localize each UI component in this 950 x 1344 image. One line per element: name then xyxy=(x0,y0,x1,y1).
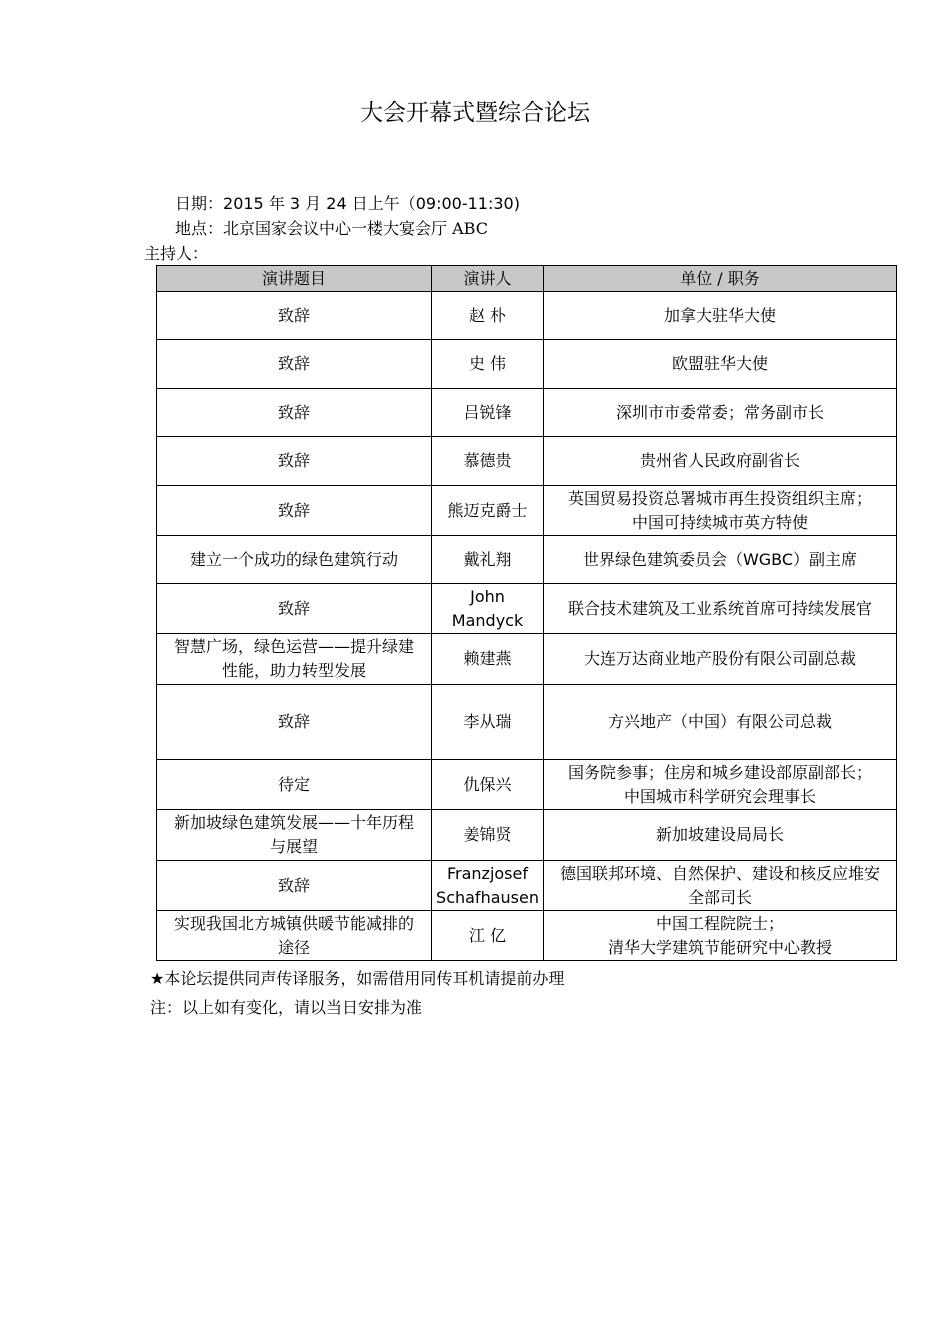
table-row xyxy=(157,911,897,961)
position-cell: 方兴地产（中国）有限公司总裁 xyxy=(544,685,897,760)
table-row xyxy=(157,861,897,911)
topic-cell: 致辞 xyxy=(157,486,432,536)
speaker-cell: 赖建燕 xyxy=(432,634,544,685)
position-cell: 国务院参事；住房和城乡建设部原副部长； 中国城市科学研究会理事长 xyxy=(544,760,897,810)
date-label: 日期： xyxy=(175,194,224,213)
location-hall: ABC xyxy=(452,219,488,238)
table-row xyxy=(157,685,897,760)
topic-cell: 致辞 xyxy=(157,685,432,760)
table-row xyxy=(157,634,897,685)
header-topic: 演讲题目 xyxy=(157,266,432,292)
date-value: 2015 年 3 月 24 日上午（09:00-11:30) xyxy=(223,194,520,213)
table-row xyxy=(157,437,897,486)
speaker-cell: 赵 朴 xyxy=(432,292,544,340)
speaker-cell: 熊迈克爵士 xyxy=(432,486,544,536)
table-body xyxy=(157,292,897,961)
position-cell: 深圳市市委常委；常务副市长 xyxy=(544,389,897,437)
header-speaker: 演讲人 xyxy=(432,266,544,292)
topic-cell: 致辞 xyxy=(157,389,432,437)
position-cell: 大连万达商业地产股份有限公司副总裁 xyxy=(544,634,897,685)
location-label: 地点： xyxy=(175,219,224,238)
agenda-table xyxy=(156,265,897,961)
position-cell: 贵州省人民政府副省长 xyxy=(544,437,897,486)
position-cell: 英国贸易投资总署城市再生投资组织主席； 中国可持续城市英方特使 xyxy=(544,486,897,536)
interpretation-note: ★本论坛提供同声传译服务，如需借用同传耳机请提前办理 xyxy=(150,969,565,988)
table-row xyxy=(157,760,897,810)
table-row xyxy=(157,340,897,389)
speaker-cell: 仇保兴 xyxy=(432,760,544,810)
topic-cell: 实现我国北方城镇供暖节能减排的 途径 xyxy=(157,911,432,961)
host-label: 主持人： xyxy=(144,244,209,263)
topic-cell: 新加坡绿色建筑发展——十年历程 与展望 xyxy=(157,810,432,861)
position-cell: 新加坡建设局局长 xyxy=(544,810,897,861)
position-cell: 德国联邦环境、自然保护、建设和核反应堆安 全部司长 xyxy=(544,861,897,911)
table-row xyxy=(157,486,897,536)
topic-cell: 致辞 xyxy=(157,292,432,340)
position-cell: 中国工程院院士； 清华大学建筑节能研究中心教授 xyxy=(544,911,897,961)
table-row xyxy=(157,292,897,340)
topic-cell: 待定 xyxy=(157,760,432,810)
table-header-row xyxy=(157,266,897,292)
date-line xyxy=(175,192,520,216)
speaker-cell: 吕锐锋 xyxy=(432,389,544,437)
header-position: 单位 / 职务 xyxy=(544,266,897,292)
speaker-cell: 姜锦贤 xyxy=(432,810,544,861)
table-row xyxy=(157,584,897,634)
topic-cell: 智慧广场，绿色运营——提升绿建 性能，助力转型发展 xyxy=(157,634,432,685)
speaker-cell: 史 伟 xyxy=(432,340,544,389)
position-cell: 欧盟驻华大使 xyxy=(544,340,897,389)
page-title: 大会开幕式暨综合论坛 xyxy=(360,100,590,126)
speaker-cell: Franzjosef Schafhausen xyxy=(432,861,544,911)
position-cell: 加拿大驻华大使 xyxy=(544,292,897,340)
position-cell: 世界绿色建筑委员会（WGBC）副主席 xyxy=(544,536,897,584)
speaker-cell: 李从瑞 xyxy=(432,685,544,760)
position-cell: 联合技术建筑及工业系统首席可持续发展官 xyxy=(544,584,897,634)
table-row xyxy=(157,810,897,861)
table-row xyxy=(157,389,897,437)
change-note: 注：以上如有变化，请以当日安排为准 xyxy=(150,998,423,1017)
speaker-cell: John Mandyck xyxy=(432,584,544,634)
topic-cell: 建立一个成功的绿色建筑行动 xyxy=(157,536,432,584)
topic-cell: 致辞 xyxy=(157,437,432,486)
topic-cell: 致辞 xyxy=(157,584,432,634)
table-row xyxy=(157,536,897,584)
topic-cell: 致辞 xyxy=(157,340,432,389)
speaker-cell: 慕德贵 xyxy=(432,437,544,486)
location-line xyxy=(175,217,488,241)
speaker-cell: 江 亿 xyxy=(432,911,544,961)
location-value: 北京国家会议中心一楼大宴会厅 xyxy=(223,219,448,238)
topic-cell: 致辞 xyxy=(157,861,432,911)
speaker-cell: 戴礼翔 xyxy=(432,536,544,584)
